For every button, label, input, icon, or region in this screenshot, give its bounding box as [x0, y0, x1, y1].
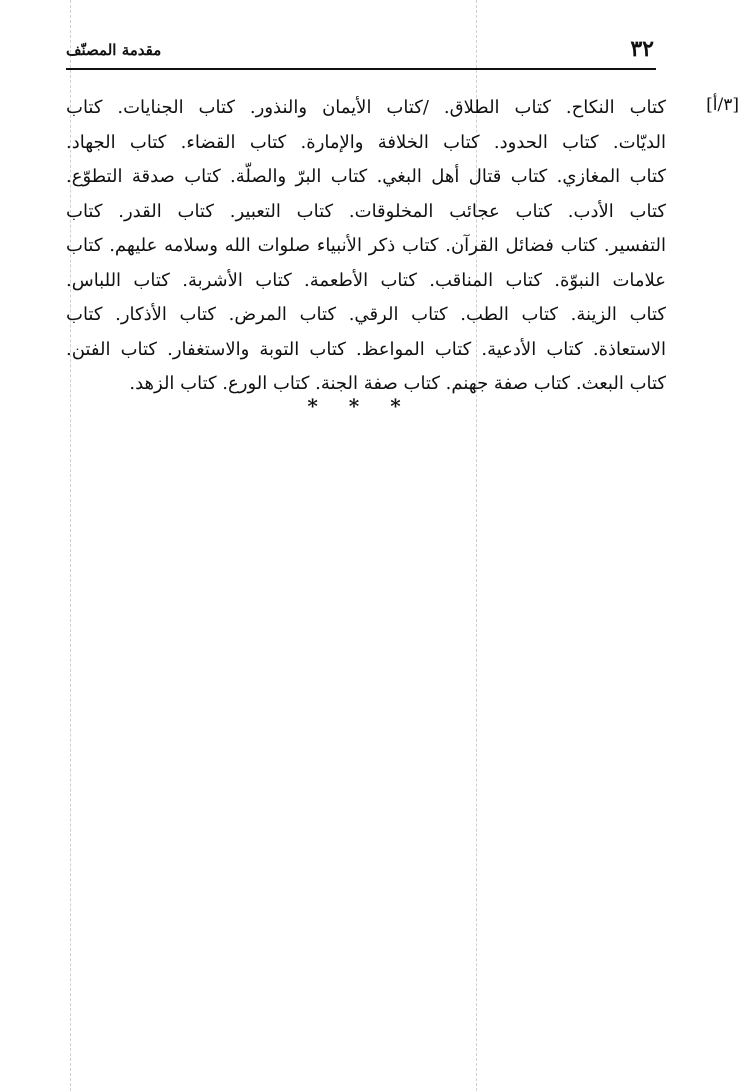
text-line: كتاب النكاح. كتاب الطلاق. /كتاب الأيمان والنذور. كتاب الجنايات. كتاب — [66, 97, 666, 118]
folio-reference: [٣/أ] — [706, 95, 739, 115]
text-line: كتاب الأدب. كتاب عجائب المخلوقات. كتاب التعبير. كتاب القدر. كتاب — [66, 200, 666, 222]
running-title: مقدمة المصنّف — [66, 41, 162, 59]
text-line: علامات النبوّة. كتاب المناقب. كتاب الأطعمة. كتاب الأشربة. كتاب اللباس. — [66, 269, 666, 291]
text-line: التفسير. كتاب فضائل القرآن. كتاب ذكر الأنبياء صلوات الله وسلامه عليهم. كتاب — [66, 235, 666, 256]
text-line: الاستعاذة. كتاب الأدعية. كتاب المواعظ. كتاب التوبة والاستغفار. كتاب الفتن. — [66, 338, 666, 360]
page-header — [66, 34, 656, 68]
text-line: كتاب البعث. كتاب صفة جهنم. كتاب صفة الجنة. كتاب الورع. كتاب الزهد. — [129, 373, 666, 394]
body-text — [66, 91, 666, 402]
header-rule — [66, 68, 656, 70]
page-number: ٣٢ — [630, 36, 654, 62]
text-line: كتاب المغازي. كتاب قتال أهل البغي. كتاب البرّ والصلّة. كتاب صدقة التطوّع. — [66, 166, 666, 187]
text-line: الديّات. كتاب الحدود. كتاب الخلافة والإمارة. كتاب القضاء. كتاب الجهاد. — [66, 131, 666, 153]
text-line: كتاب الزينة. كتاب الطب. كتاب الرقي. كتاب المرض. كتاب الأذكار. كتاب — [66, 304, 666, 325]
section-ornament: * * * — [307, 394, 413, 418]
